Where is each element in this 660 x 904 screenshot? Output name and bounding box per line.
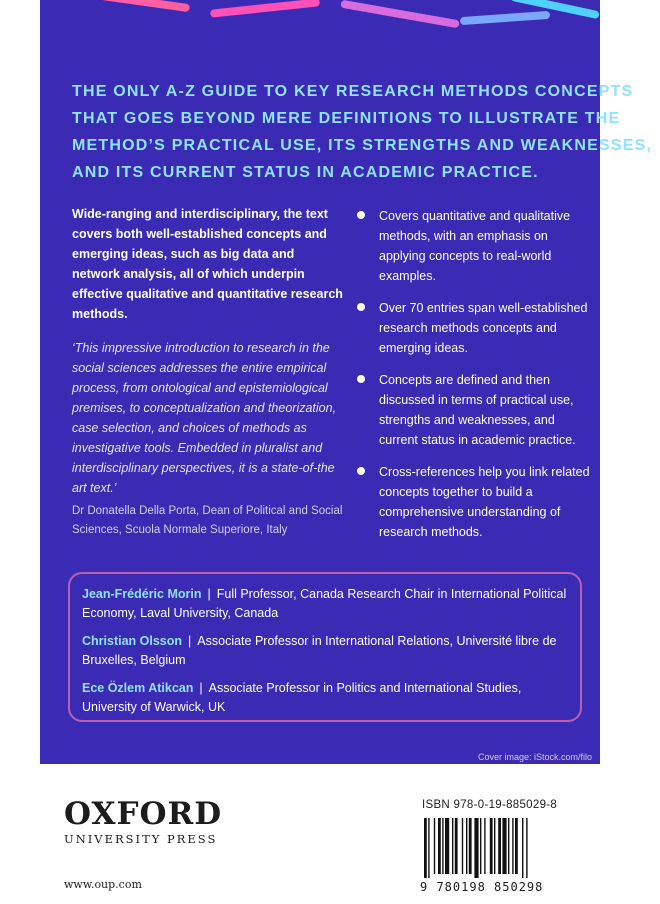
author-entry bbox=[82, 679, 568, 717]
isbn-box bbox=[400, 790, 590, 904]
author-separator: | bbox=[207, 587, 211, 601]
bullet-dot-icon bbox=[357, 375, 365, 383]
bullet-item bbox=[357, 462, 593, 542]
bullet-item bbox=[357, 298, 593, 358]
left-column bbox=[72, 204, 344, 540]
quote-attribution: Dr Donatella Della Porta, Dean of Political and Social Sciences, Scuola Normale Superiore, Italy bbox=[72, 505, 343, 536]
endorsement-quote: ‘This impressive introduction to research in the social sciences addresses the entire empirical process, from ontological and epistemiological premises, to conceptualization and theorization, case selection, and choices of methods as investigative tools. Embedded in pluralist and interdisciplinary perspectives, it is a state-of-the art text.’ bbox=[72, 341, 337, 495]
barcode-number: 9 780198 850298 bbox=[420, 880, 544, 894]
publisher-website: www.oup.com bbox=[64, 878, 142, 891]
author-role: Associate Professor in International Relations, Université libre de Bruxelles, Belgium bbox=[82, 634, 557, 667]
publisher-subtitle: UNIVERSITY PRESS bbox=[64, 832, 218, 846]
author-name: Christian Olsson bbox=[82, 634, 183, 648]
author-role: Full Professor, Canada Research Chair in International Political Economy, Laval University, Canada bbox=[82, 587, 567, 620]
decorative-stripe bbox=[460, 11, 550, 25]
author-separator: | bbox=[188, 634, 192, 648]
cover-image-credit: Cover image: iStock.com/filo bbox=[477, 752, 592, 762]
decorative-stripe bbox=[340, 0, 460, 28]
decorative-stripe bbox=[100, 0, 190, 12]
author-name: Jean-Frédéric Morin bbox=[82, 587, 202, 601]
intro-block bbox=[72, 204, 344, 324]
bullet-dot-icon bbox=[357, 211, 365, 219]
bullet-item bbox=[357, 370, 593, 450]
bullet-dot-icon bbox=[357, 303, 365, 311]
decorative-stripe bbox=[210, 0, 320, 18]
isbn-label: ISBN 978-0-19-885029-8 bbox=[422, 799, 558, 811]
author-role: Associate Professor in Politics and International Studies, University of Warwick, UK bbox=[82, 681, 522, 714]
headline-line: METHOD’S PRACTICAL USE, ITS STRENGTHS AND WEAKNESSES, bbox=[72, 137, 653, 154]
publisher-logo: OXFORD bbox=[64, 796, 223, 832]
bullet-text: Cross-references help you link related concepts together to build a comprehensive understanding of research methods. bbox=[379, 465, 590, 539]
headline-line: AND ITS CURRENT STATUS IN ACADEMIC PRACTICE. bbox=[72, 164, 539, 181]
bullet-text: Concepts are defined and then discussed in terms of practical use, strengths and weaknesses, and current status in academic practice. bbox=[379, 373, 576, 447]
authors-box bbox=[68, 572, 582, 722]
feature-bullets bbox=[357, 206, 593, 554]
headline-line: THAT GOES BEYOND MERE DEFINITIONS TO ILLUSTRATE THE bbox=[72, 110, 621, 127]
bullet-text: Covers quantitative and qualitative methods, with an emphasis on applying concepts to real-world examples. bbox=[379, 209, 571, 283]
bullet-text: Over 70 entries span well-established research methods concepts and emerging ideas. bbox=[379, 301, 588, 355]
author-entry bbox=[82, 585, 568, 623]
barcode-icon bbox=[422, 818, 572, 878]
author-separator: | bbox=[199, 681, 203, 695]
headline bbox=[72, 78, 653, 186]
intro-paragraph: Wide-ranging and interdisciplinary, the text covers both well-established concepts and emerging ideas, such as big data and network analysis, all of which underpin effective qualitative and quantitative research methods. bbox=[72, 207, 343, 321]
bullet-item bbox=[357, 206, 593, 286]
author-name: Ece Özlem Atikcan bbox=[82, 681, 194, 695]
headline-line: THE ONLY A-Z GUIDE TO KEY RESEARCH METHODS CONCEPTS bbox=[72, 83, 634, 100]
bullet-dot-icon bbox=[357, 467, 365, 475]
author-entry bbox=[82, 632, 568, 670]
